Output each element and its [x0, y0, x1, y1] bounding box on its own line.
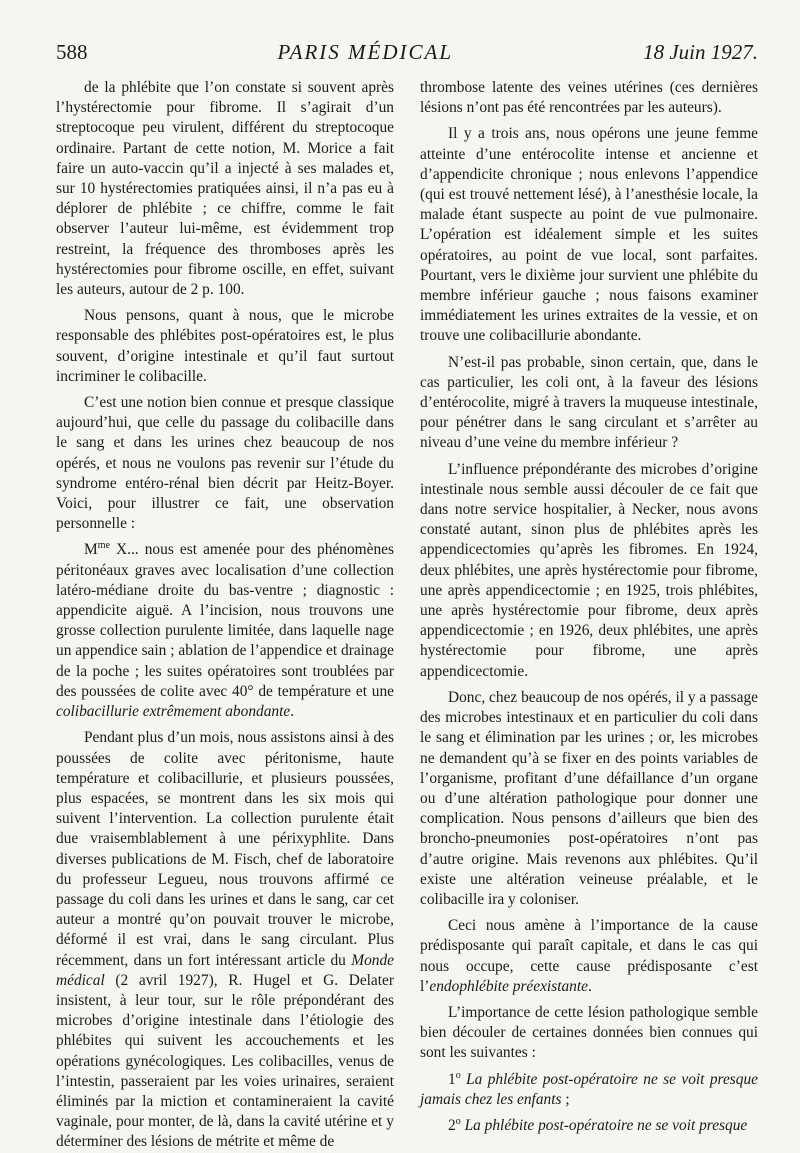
paragraph: [420, 460, 758, 682]
paragraph: [420, 124, 758, 346]
paragraph-text: thrombose latente des veines utérines (ces dernières lésions n’ont pas été rencontrées par les auteurs).: [420, 79, 758, 117]
right-column: [420, 78, 758, 1153]
italic-text: La phlébite post-opératoire ne se voit presque: [464, 1116, 748, 1134]
italic-text: Monde médical: [56, 951, 394, 989]
paragraph-text: Donc, chez beaucoup de nos opérés, il y a passage des microbes intestinaux et en particulier du coli dans le sang et élimination par les urines ; or, les microbes ne demandent qu’à se fixer en des points variables de l’organisme, profitant d’une défaillance d’un organe ou d’une altération pathologique pour donner une complication. Nous pensons d’ailleurs que bien des broncho-pneumonies post-opératoires n’ont pas d’autre origine. Mais revenons aux phlébites. Qu’il existe une altération veineuse préalable, et le colibacille ira y coloniser.: [420, 688, 758, 908]
paragraph-prefix: 2: [448, 1116, 456, 1134]
paragraph: [420, 916, 758, 997]
paragraph-text: Il y a trois ans, nous opérons une jeune femme atteinte d’une entérocolite intense et ancienne et d’appendicite chronique ; nous enlevons l’appendice (qui est trouvé nettement lésé), à l’anesthésie locale, la malade étant suspecte au point de vue pulmonaire. L’opération est idéalement simple et les suites opératoires, au point de vue local, sont parfaites. Pourtant, vers le dixième jour survient une phlébite du membre inférieur gauche ; nous faisons examiner immédiatement les urines extraites de la vessie, et on trouve une colibacillurie abondante.: [420, 125, 758, 345]
italic-text: colibacillurie extrêmement abondante: [56, 703, 291, 721]
italic-text: endophlébite préexistante: [429, 977, 588, 995]
paragraph-prefix: M: [84, 541, 98, 559]
paragraph: [420, 1003, 758, 1064]
paragraph-tail: (2 avril 1927), R. Hugel et G. Delater insistent, à leur tour, sur le rôle prépondérant des microbes d’origine intestinale dans l’étiologie des phlébites qui suivent les accouchements et les opérations gynécologiques. Les colibacilles, venus de l’intestin, passeraient par les voies urinaires, seraient éliminés par la miction et contamineraient la cavité vaginale, pour monter, de là, dans la cavité utérine et y déterminer des lésions de métrite et même de: [56, 971, 394, 1151]
paragraph: [420, 688, 758, 910]
paragraph-text: L’importance de cette lésion pathologique semble bien découler de certaines données bien connues qui sont les suivantes :: [420, 1003, 758, 1062]
paragraph: [420, 1116, 758, 1136]
paragraph: [420, 353, 758, 454]
paragraph: [56, 306, 394, 387]
superscript: o: [455, 1115, 461, 1127]
paragraph-text: Nous pensons, quant à nous, que le microbe responsable des phlébites post-opératoires est, le plus souvent, d’origine intestinale et qu’il faut surtout incriminer le colibacille.: [56, 307, 394, 385]
paragraph-prefix: 1: [448, 1070, 456, 1088]
paragraph: [420, 78, 758, 118]
paragraph-text: N’est-il pas probable, sinon certain, que, dans le cas particulier, les coli ont, à la faveur des lésions d’entérocolite, migré à travers la muqueuse intestinale, pour pénétrer dans le sang circulant et s’arrêter au niveau d’une veine du membre inférieur ?: [420, 353, 758, 452]
paragraph-tail: .: [587, 977, 592, 995]
page-number: 588: [56, 40, 88, 64]
paragraph-text: Pendant plus d’un mois, nous assistons ainsi à des poussées de colite avec péritonisme, haute température et colibacillurie, et plusieurs poussées, plus espacées, se montrent dans les six mois qui suivent l’intervention. La collection purulente était due vraisemblablement à une périxyphlite. Dans diverses publications de M. Fisch, chef de laboratoire du professeur Legueu, nous trouvons affirmé ce passage du coli dans les urines et dans le sang, car cet auteur a montré qu’on pouvait trouver le microbe, déformé il est vrai, dans le sang circulant. Plus récemment, dans un fort intéressant article du: [56, 729, 394, 969]
paragraph-text: X... nous est amenée pour des phénomènes péritonéaux graves avec localisation d’une collection latéro-médiane droite du bas-ventre ; diagnostic : appendicite aiguë. A l’incision, nous trouvons une grosse collection purulente limitée, dans laquelle nage un appendice sain ; ablation de l’appendice et drainage de la poche ; les suites opératoires sont troublées par des poussées de colite avec 40° de température et une: [56, 541, 394, 700]
paragraph-tail: ;: [561, 1090, 570, 1108]
paragraph: [56, 393, 394, 534]
paragraph-tail: .: [290, 703, 295, 721]
journal-title: PARIS MÉDICAL: [277, 40, 454, 64]
issue-date: 18 Juin 1927.: [643, 40, 758, 64]
paragraph: [56, 78, 394, 300]
paragraph-text: Ceci nous amène à l’importance de la cause prédisposante qui paraît capitale, et dans le cas qui nous occupe, cette cause prédisposante c’est l’: [420, 917, 758, 995]
italic-text: La phlébite post-opératoire ne se voit presque jamais chez les enfants: [420, 1070, 758, 1108]
left-column: [56, 78, 394, 1153]
page-header: [56, 40, 758, 70]
superscript: me: [97, 540, 110, 552]
paragraph-text: L’influence prépondérante des microbes d’origine intestinale nous semble aussi découler de ce fait que dans notre service hospitalier, à Necker, nous avons constaté autant, sinon plus de phlébites après les appendicectomies qu’après les fibromes. En 1924, deux phlébites, une après hystérectomie pour fibrome, une après appendicectomie ; en 1925, trois phlébites, une après hystérectomie pour fibrome, deux après appendicectomie ; en 1926, deux phlébites, une après hystérectomie pour fibrome, une après appendicectomie.: [420, 460, 758, 680]
paragraph-text: de la phlébite que l’on constate si souvent après l’hystérectomie pour fibrome. Il s’agirait d’un streptocoque peu virulent, différent du streptocoque ordinaire. Partant de cette notion, M. Morice a fait faire un auto-vaccin qu’il a injecté à ses malades et, sur 10 hystérectomies pratiquées ainsi, il n’a pas eu à déplorer de phlébite ; ce chiffre, comme le fait observer l’auteur lui-même, est évidemment trop restreint, la fréquence des thromboses après les hystérectomies pour fibrome oscille, en effet, suivant les auteurs, autour de 2 p. 100.: [56, 79, 394, 299]
superscript: o: [455, 1069, 461, 1081]
paragraph: [420, 1070, 758, 1110]
paragraph: [56, 540, 394, 722]
paragraph-text: C’est une notion bien connue et presque classique aujourd’hui, que celle du passage du colibacille dans le sang et dans les urines chez beaucoup de nos opérés, et nous ne voulons pas revenir sur l’étude du syndrome entéro-rénal bien décrit par Heitz-Boyer. Voici, pour illustrer ce fait, une observation personnelle :: [56, 394, 394, 533]
paragraph: [56, 728, 394, 1152]
